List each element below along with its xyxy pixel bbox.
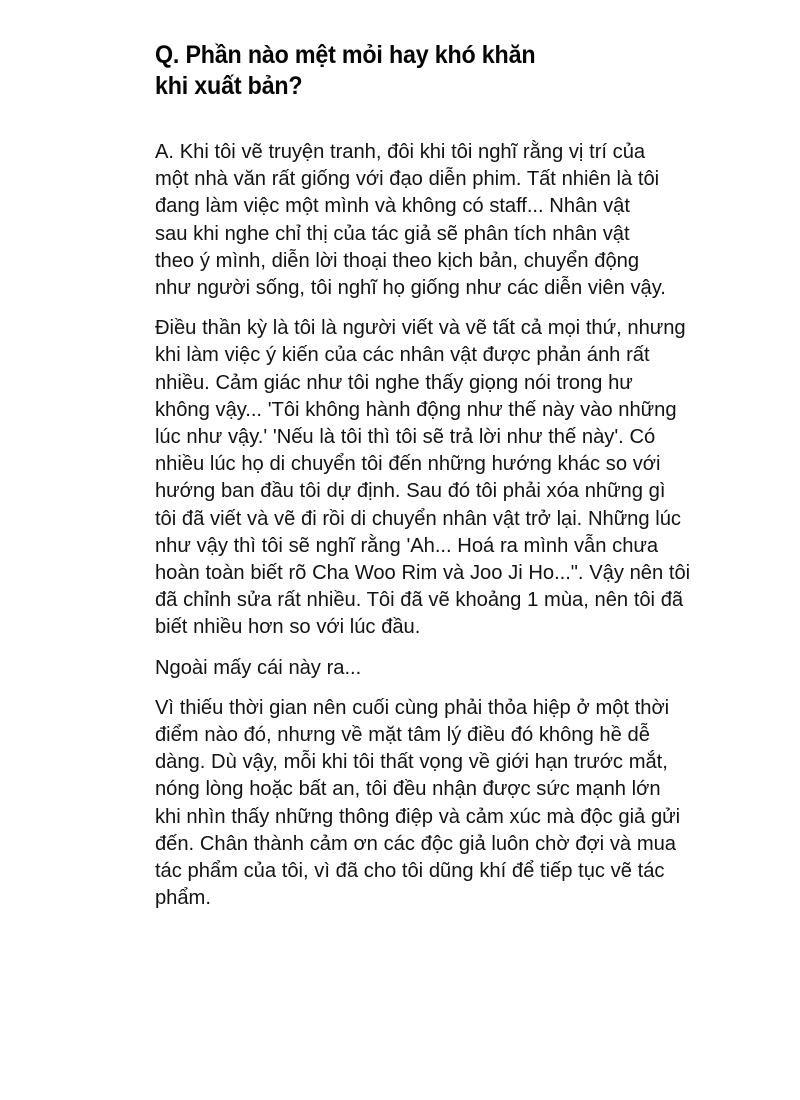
answer-body — [155, 138, 691, 911]
answer-paragraph-1: A. Khi tôi vẽ truyện tranh, đôi khi tôi nghĩ rằng vị trí của một nhà văn rất giống với đạo diễn phim. Tất nhiên là tôi đang làm việc một mình và không có staff... Nhân vật sau khi nghe chỉ thị của tác giả sẽ phân tích nhân vật theo ý mình, diễn lời thoại theo kịch bản, chuyển động như người sống, tôi nghĩ họ giống như các diễn viên vậy. — [155, 140, 666, 300]
answer-paragraph-3: Ngoài mấy cái này ra... — [155, 655, 362, 679]
article-content — [155, 40, 691, 911]
question-heading: Q. Phần nào mệt mỏi hay khó khăn khi xuất bản? — [155, 41, 536, 100]
answer-paragraph-2: Điều thần kỳ là tôi là người viết và vẽ tất cả mọi thứ, nhưng khi làm việc ý kiến của các nhân vật được phản ánh rất nhiều. Cảm giác như tôi nghe thấy giọng nói trong hư không vậy... 'Tôi không hành động như thế này vào những lúc như vậy.' 'Nếu là tôi thì tôi sẽ trả lời như thế này'. Có nhiều lúc họ di chuyển tôi đến những hướng khác so với hướng ban đầu tôi dự định. Sau đó tôi phải xóa những gì tôi đã viết và vẽ đi rồi di chuyển nhân vật trở lại. Những lúc như vậy thì tôi sẽ nghĩ rằng 'Ah... Hoá ra mình vẫn chưa hoàn toàn biết rõ Cha Woo Rim và Joo Ji Ho...". Vậy nên tôi đã chỉnh sửa rất nhiều. Tôi đã vẽ khoảng 1 mùa, nên tôi đã biết nhiều hơn so với lúc đầu. — [155, 316, 691, 639]
answer-paragraph-4: Vì thiếu thời gian nên cuối cùng phải thỏa hiệp ở một thời điểm nào đó, nhưng về mặt tâm lý điều đó không hề dễ dàng. Dù vậy, mỗi khi tôi thất vọng về giới hạn trước mắt, nóng lòng hoặc bất an, tôi đều nhận được sức mạnh lớn khi nhìn thấy những thông điệp và cảm xúc mà độc giả gửi đến. Chân thành cảm ơn các độc giả luôn chờ đợi và mua tác phẩm của tôi, vì đã cho tôi dũng khí để tiếp tục vẽ tác phẩm. — [155, 695, 681, 910]
